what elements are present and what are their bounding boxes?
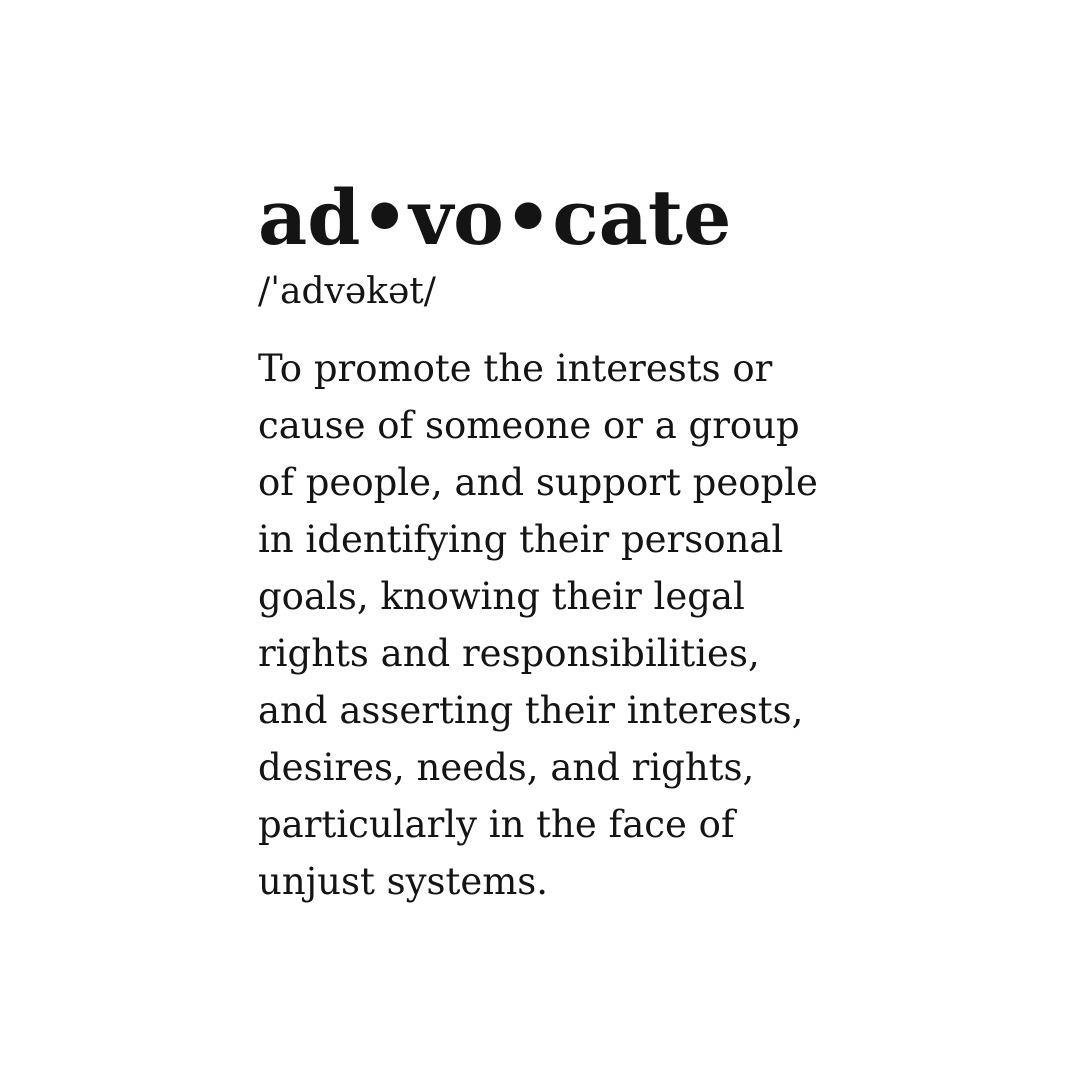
pronunciation: /ˈadvəkət/ <box>258 271 436 312</box>
headword: ad•vo•cate <box>258 173 732 262</box>
definition-line: unjust systems. <box>258 860 549 903</box>
definition-line: in identifying their personal <box>258 518 784 561</box>
definition-line: cause of someone or a group <box>258 404 800 447</box>
definition-line: To promote the interests or <box>258 347 773 390</box>
definition-line: rights and responsibilities, <box>258 632 760 675</box>
definition-text <box>258 340 818 910</box>
dictionary-entry <box>258 173 818 910</box>
definition-line: and asserting their interests, <box>258 689 804 732</box>
definition-line: goals, knowing their legal <box>258 575 745 618</box>
definition-line: of people, and support people <box>258 461 818 504</box>
definition-line: particularly in the face of <box>258 803 735 846</box>
definition-line: desires, needs, and rights, <box>258 746 755 789</box>
